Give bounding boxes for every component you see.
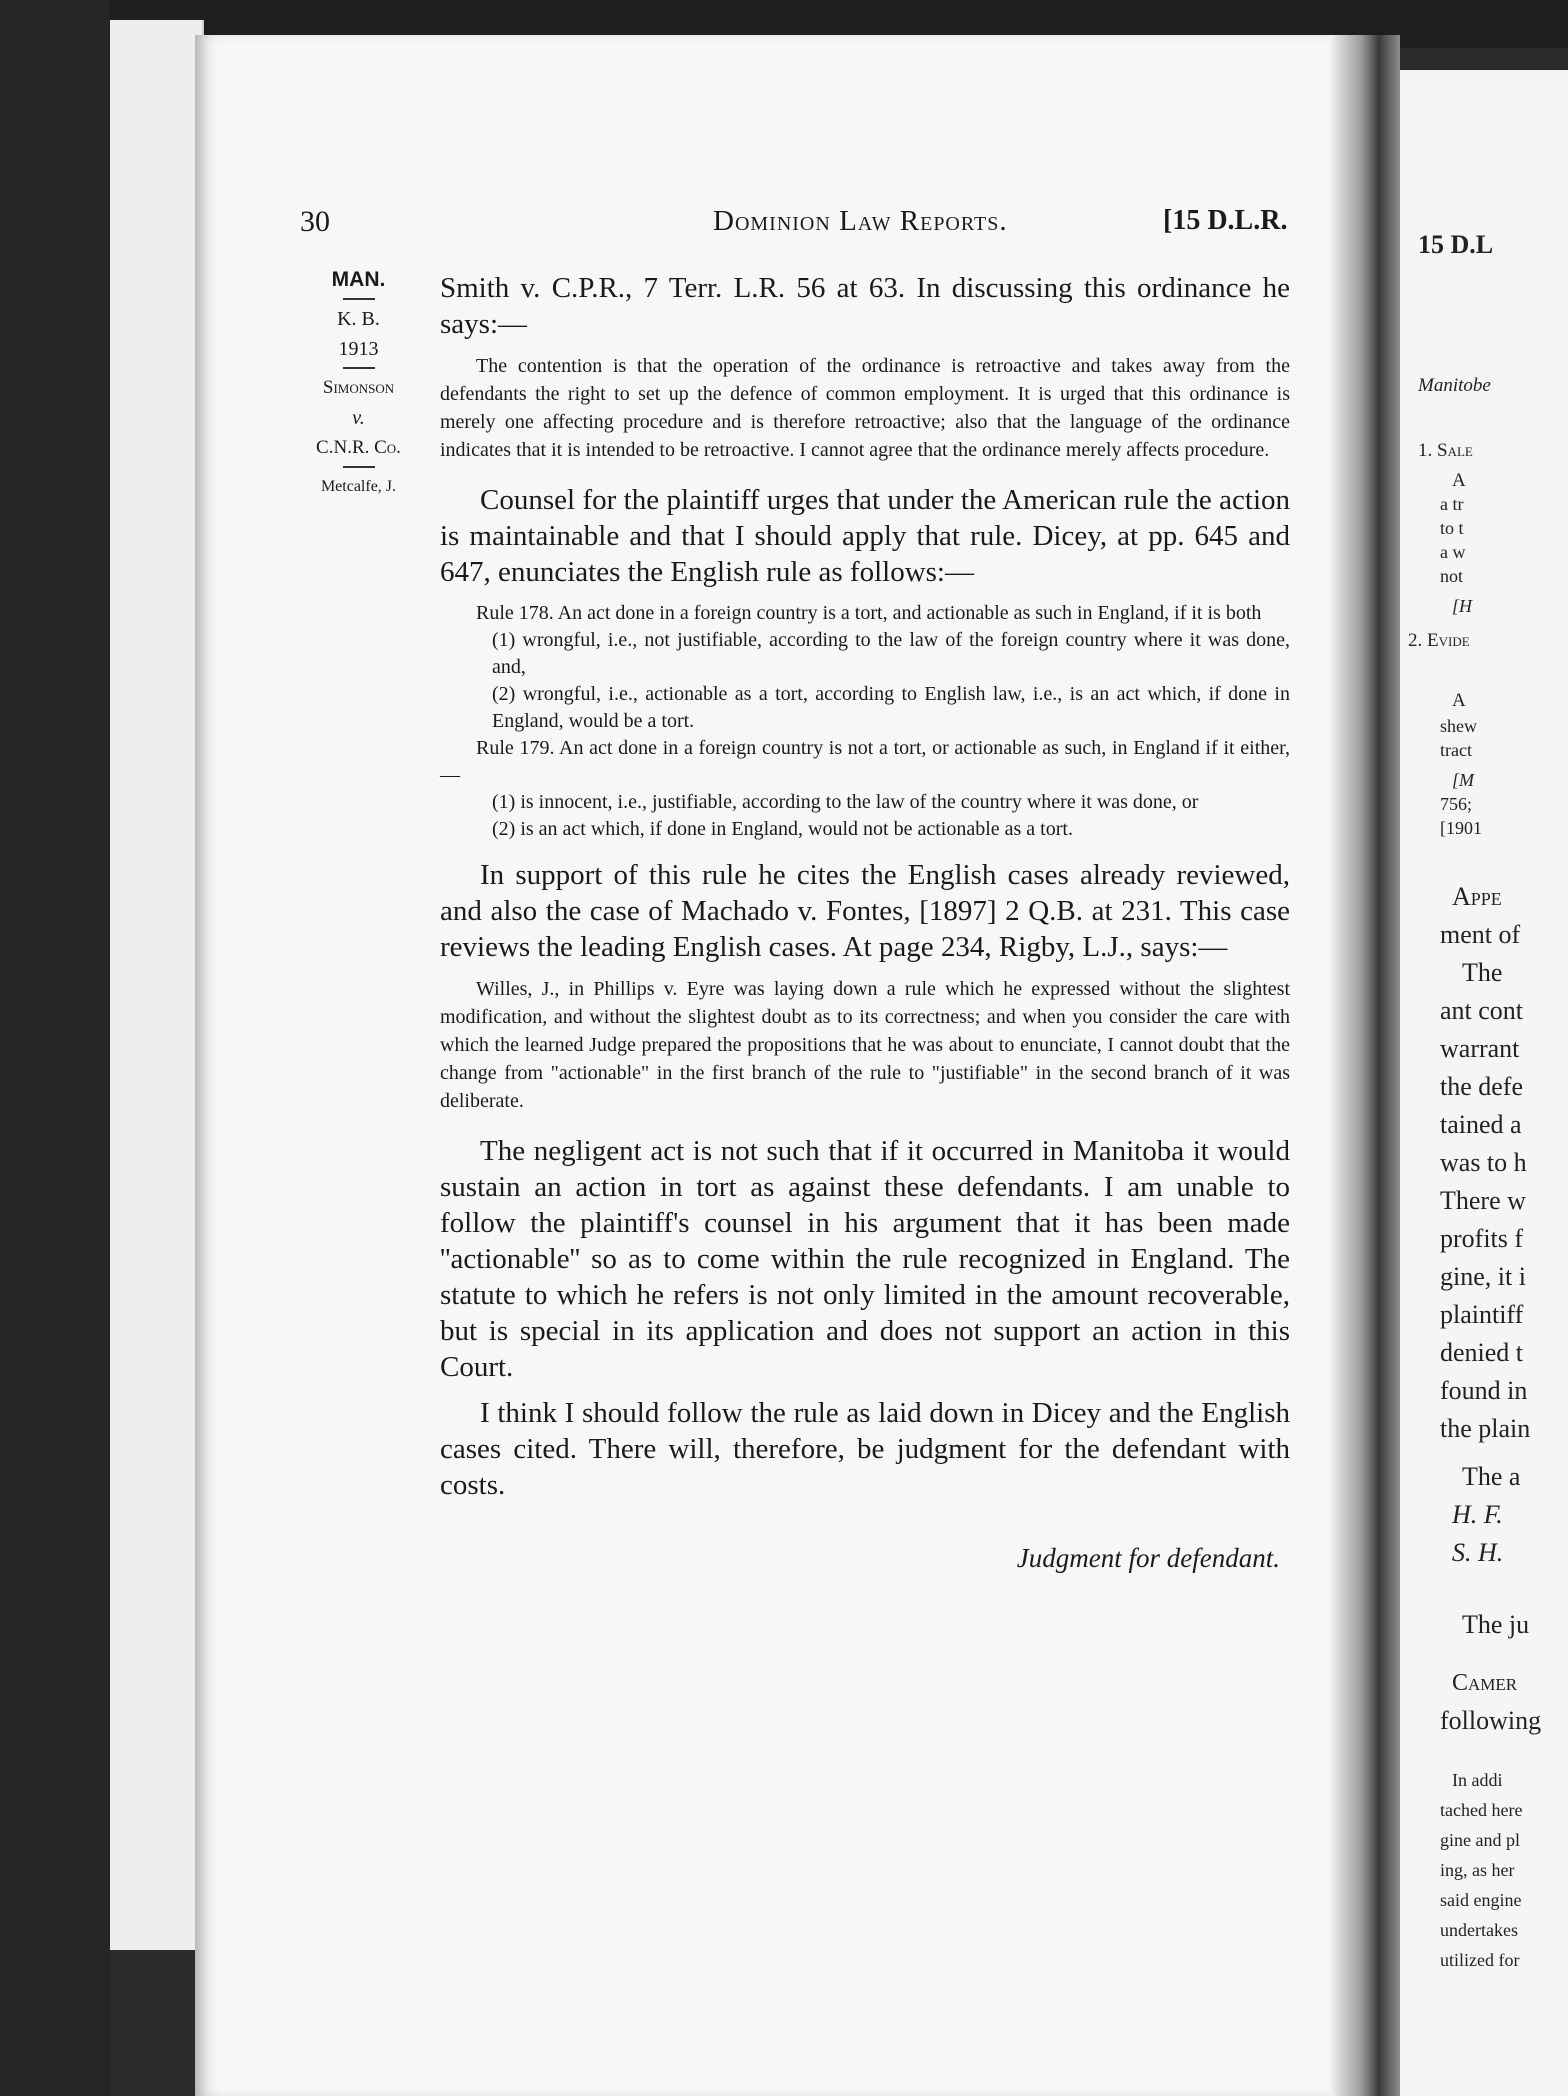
paragraph-support: In support of this rule he cites the English cases already reviewed, and also the case of Machado v. Fontes, [1897] 2 Q.B. at 231. This case reviews the leading English cases. At page 234, Rigby, L.J., says:— [440,859,1290,963]
rule-178: Rule 178. An act done in a foreign country is a tort, and actionable as such in England, if it is both [476,602,1262,624]
right-page-text: Appe [1452,882,1502,911]
sidenote-year: 1913 [338,338,379,360]
right-page-text: A [1452,470,1466,491]
right-page-text: denied t [1440,1338,1524,1367]
sidenote-divider [343,466,375,468]
paragraph-counsel: Counsel for the plaintiff urges that under the American rule the action is maintainable and that I should apply that rule. Dicey, at pp. 645 and 647, enunciates the English rule as follows:— [440,484,1290,588]
sidenote-divider [343,298,375,300]
right-page-text: In addi [1452,1770,1503,1790]
right-page-text: Manitobe [1418,375,1491,396]
right-page-text: There w [1440,1186,1526,1215]
right-page-text: tract [1440,740,1472,760]
right-page-text: Camer [1452,1670,1518,1696]
right-page-text: gine and pl [1440,1830,1520,1850]
right-page-text: 15 D.L [1418,230,1494,259]
right-page-text: a w [1440,542,1466,562]
judgment-line: Judgment for defendant. [1016,1543,1280,1573]
right-page-text: shew [1440,716,1477,736]
book-gutter [1330,35,1400,2096]
right-page-text: S. H. [1452,1538,1504,1567]
right-page-text: warrant [1440,1034,1520,1063]
sidenote-court: MAN. [331,268,386,291]
rule-178-part-1: (1) wrongful, i.e., not justifiable, according to the law of the foreign country where it was done, and, [492,629,1290,678]
right-page-text: to t [1440,518,1464,538]
right-page-text: not [1440,566,1464,586]
running-title: Dominion Law Reports. [713,205,1008,237]
right-page-text: found in [1440,1376,1528,1405]
sidenote-division: K. B. [337,308,380,330]
quote-ordinance: The contention is that the operation of the ordinance is retroactive and takes away from the defendants the right to set up the defence of common employment. It is urged that this ordinance is merely one affecting procedure and is therefore retroactive; also that the language of the ordinance indicates that it is intended to be retroactive. I cannot agree that the ordinance merely affects procedure. [440,355,1290,461]
sidenote-divider [343,367,375,369]
right-page-text: ing, as her [1440,1860,1515,1880]
page-number: 30 [300,205,330,238]
right-page-text: following [1440,1706,1542,1735]
rule-179-part-1: (1) is innocent, i.e., justifiable, according to the law of the country where it was done, or [492,791,1199,813]
right-page-text: gine, it i [1440,1262,1526,1291]
right-page-text: The [1462,958,1503,987]
right-page-text: ment of [1440,920,1521,949]
sidenote-case-name-1: Simonson [322,377,395,398]
right-page-text: The ju [1462,1610,1530,1639]
rule-178-part-2: (2) wrongful, i.e., actionable as a tort, according to English law, i.e., is an act which, if done in England, would be a tort. [492,683,1290,732]
right-page-text: The a [1462,1462,1521,1491]
right-page-text: 2. Evide [1408,630,1470,651]
paragraph-negligent-act: The negligent act is not such that if it occurred in Manitoba it would sustain an action in tort as against these defendants. I am unable to follow the plaintiff's counsel in his argument that it has been made ''actionable'' so as to come within the rule recognized in England. The statute to which he refers is not only limited in the amount recoverable, but is special in its application and does not support an action in this Court. [440,1135,1290,1383]
sidenote-case-v: v. [352,407,365,429]
right-page-text: undertakes [1440,1920,1518,1940]
right-page-text: [M [1452,770,1474,790]
right-page-text: the plain [1440,1414,1531,1443]
right-page-text: ant cont [1440,996,1524,1025]
right-page-text: A [1452,690,1466,711]
paragraph-conclusion: I think I should follow the rule as laid down in Dicey and the English cases cited. There will, therefore, be judgment for the defendant with costs. [440,1397,1290,1501]
main-text [440,270,1290,1574]
right-page-text: tached here [1440,1800,1523,1820]
margin-sidenote [296,265,421,502]
right-page-text: said engine [1440,1890,1522,1910]
left-background [0,0,110,2096]
right-page-fragment [1400,70,1568,2096]
right-page-text: profits f [1440,1224,1524,1253]
right-page-text: tained a [1440,1110,1522,1139]
volume-reference: [15 D.L.R. [1163,205,1288,236]
sidenote-case-name-2: C.N.R. Co. [316,437,401,458]
right-page-text: H. F. [1452,1500,1503,1529]
right-page-text: utilized for [1440,1950,1520,1970]
right-page-text: 1. Sale [1418,440,1473,461]
right-page-text: the defe [1440,1072,1524,1101]
rule-179-part-2: (2) is an act which, if done in England, would not be actionable as a tort. [492,818,1073,840]
quote-rigby: Willes, J., in Phillips v. Eyre was laying down a rule which he expressed without the slightest modification, and without the slightest doubt as to its correctness; and when you consider the care with which the learned Judge prepared the propositions that he was about to enunciate, I cannot doubt that the change from "actionable" in the first branch of the rule to "justifiable" in the second branch of it was deliberate. [440,978,1290,1112]
right-page-text: [1901 [1440,818,1482,838]
right-page-text: plaintiff [1440,1300,1524,1329]
right-page-text: 756; [1440,794,1473,814]
right-page-text: [H [1452,596,1473,616]
sidenote-judge: Metcalfe, J. [320,478,397,495]
right-page-text: was to h [1440,1148,1527,1177]
rule-179: Rule 179. An act done in a foreign country is not a tort, or actionable as such, in England if it either,— [440,737,1290,786]
paragraph-citation: Smith v. C.P.R., 7 Terr. L.R. 56 at 63. In discussing this ordinance he says:— [440,272,1290,340]
right-page-text: a tr [1440,494,1464,514]
dicey-rules [440,600,1290,843]
